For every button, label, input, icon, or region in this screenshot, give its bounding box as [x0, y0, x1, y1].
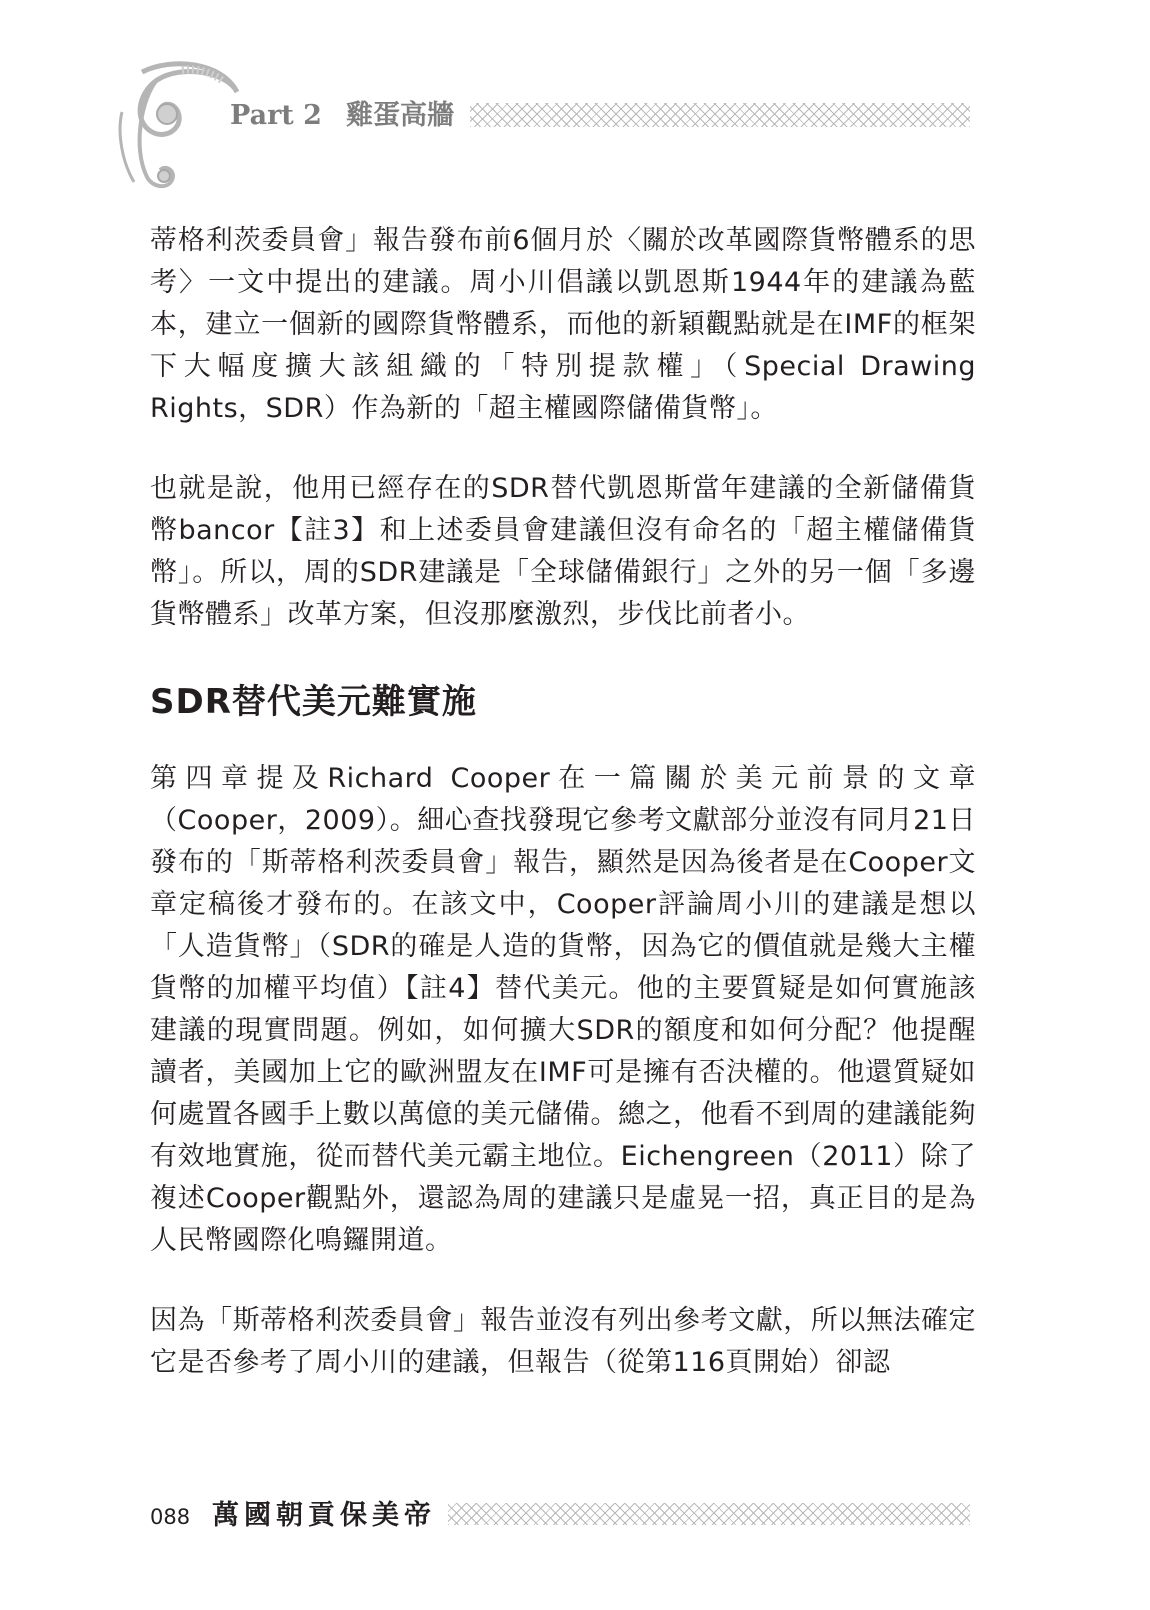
part-title: 雞蛋高牆 [345, 100, 454, 131]
part-header [230, 96, 454, 136]
footer-hatch-divider [448, 1503, 970, 1525]
body-paragraph: 也就是說，他用已經存在的SDR替代凱恩斯當年建議的全新儲備貨幣bancor【註3】和上述委員會建議但沒有命名的「超主權儲備貨幣」。所以，周的SDR建議是「全球儲備銀行」之外的另一個「多邊貨幣體系」改革方案，但沒那麼激烈，步伐比前者小。 [150, 473, 976, 630]
part-label: Part 2 [230, 100, 322, 131]
decorative-flourish-icon [112, 52, 242, 192]
body-paragraph: 因為「斯蒂格利茨委員會」報告並沒有列出參考文獻，所以無法確定它是否參考了周小川的建議，但報告（從第116頁開始）卻認 [150, 1305, 976, 1378]
page-body [150, 220, 976, 1384]
body-paragraph: 第四章提及Richard Cooper在一篇關於美元前景的文章（Cooper，2009）。細心查找發現它參考文獻部分並沒有同月21日發布的「斯蒂格利茨委員會」報告，顯然是因為後者是在Cooper文章定稿後才發布的。在該文中，Cooper評論周小川的建議是想以「人造貨幣」（SDR的確是人造的貨幣，因為它的價值就是幾大主權貨幣的加權平均值）【註4】替代美元。他的主要質疑是如何實施該建議的現實問題。例如，如何擴大SDR的額度和如何分配？他提醒讀者，美國加上它的歐洲盟友在IMF可是擁有否決權的。他還質疑如何處置各國手上數以萬億的美元儲備。總之，他看不到周的建議能夠有效地實施，從而替代美元霸主地位。Eichengreen（2011）除了複述Cooper觀點外，還認為周的建議只是虛晃一招，真正目的是為人民幣國際化鳴鑼開道。 [150, 763, 976, 1256]
page-number: 088 [150, 1505, 191, 1529]
header-hatch-divider [470, 103, 970, 127]
section-heading: SDR替代美元難實施 [150, 682, 477, 722]
body-paragraph: 蒂格利茨委員會」報告發布前6個月於〈關於改革國際貨幣體系的思考〉一文中提出的建議。周小川倡議以凱恩斯1944年的建議為藍本，建立一個新的國際貨幣體系，而他的新穎觀點就是在IMF的框架下大幅度擴大該組織的「特別提款權」（Special Drawing Rights，SDR）作為新的「超主權國際儲備貨幣」。 [150, 225, 976, 424]
book-title: 萬國朝貢保美帝 [212, 1500, 436, 1531]
